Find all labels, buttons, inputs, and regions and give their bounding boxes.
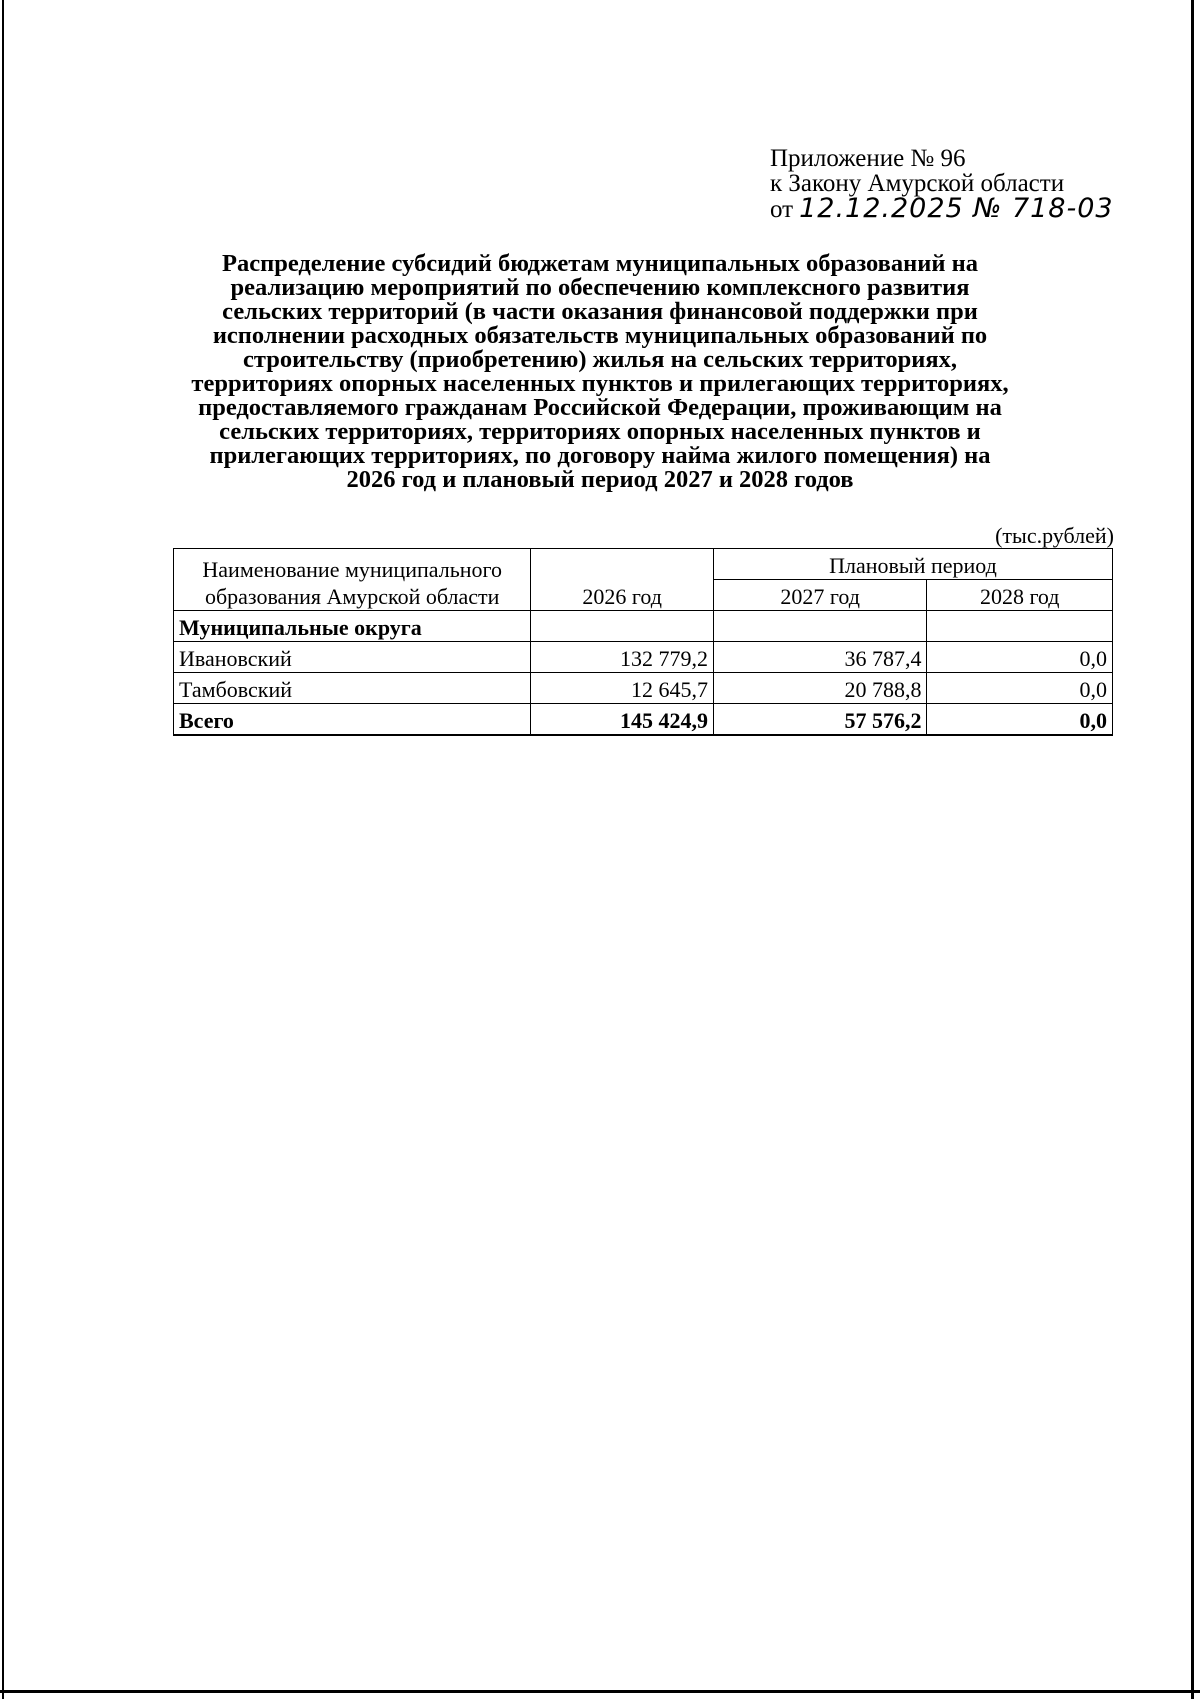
units-label: (тыс.рублей) [995,523,1114,548]
handwritten-date-number: 12.12.2025 № 718-03 [799,193,1114,224]
row-value-2028: 0,0 [927,642,1113,673]
total-label: Всего [174,704,531,736]
section-label: Муниципальные округа [174,611,531,642]
appendix-date-line [770,193,1114,224]
row-value-2026: 132 779,2 [531,642,714,673]
subsidies-table [173,548,1113,736]
table-row [174,673,1113,704]
title-line: территориях опорных населенных пунктов и прилегающих территориях, [191,370,1009,397]
title-line: реализацию мероприятий по обеспечению комплексного развития [230,274,970,301]
page-border-right [1191,0,1194,1699]
header-municipality: Наименование муниципального образования Амурской области [174,549,531,611]
page-border-bottom [0,1690,1200,1693]
total-value-2026: 145 424,9 [531,704,714,736]
header-planned-period: Плановый период [713,549,1112,580]
title-line: строительству (приобретению) жилья на сельских территориях, [243,346,957,373]
section-row [174,611,1113,642]
appendix-header [770,146,1114,222]
header-2026: 2026 год [531,549,714,611]
empty-cell [531,611,714,642]
page-border-left [2,0,4,1699]
row-municipality: Тамбовский [174,673,531,704]
title-line: 2026 год и плановый период 2027 и 2028 годов [346,466,854,493]
total-row [174,704,1113,736]
title-line: Распределение субсидий бюджетам муниципальных образований на [222,250,978,277]
empty-cell [927,611,1113,642]
row-value-2027: 20 788,8 [713,673,926,704]
empty-cell [713,611,926,642]
title-line: предоставляемого гражданам Российской Федерации, проживающим на [198,394,1002,421]
table-row [174,642,1113,673]
title-line: исполнении расходных обязательств муниципальных образований по [212,322,988,349]
row-value-2027: 36 787,4 [713,642,926,673]
total-value-2028: 0,0 [927,704,1113,736]
header-2028: 2028 год [927,580,1113,611]
row-value-2028: 0,0 [927,673,1113,704]
appendix-law-reference: к Закону Амурской области [770,170,1065,197]
row-municipality: Ивановский [174,642,531,673]
title-line: сельских территориях, территориях опорных населенных пунктов и [219,418,981,445]
date-prefix: от [770,196,794,223]
appendix-number: Приложение № 96 [770,145,966,172]
title-line: сельских территорий (в части оказания финансовой поддержки при [222,298,978,325]
row-value-2026: 12 645,7 [531,673,714,704]
title-line: прилегающих территориях, по договору найма жилого помещения) на [209,442,991,469]
header-2027: 2027 год [713,580,926,611]
total-value-2027: 57 576,2 [713,704,926,736]
table-header-row [174,549,1113,580]
document-title [150,252,1050,492]
